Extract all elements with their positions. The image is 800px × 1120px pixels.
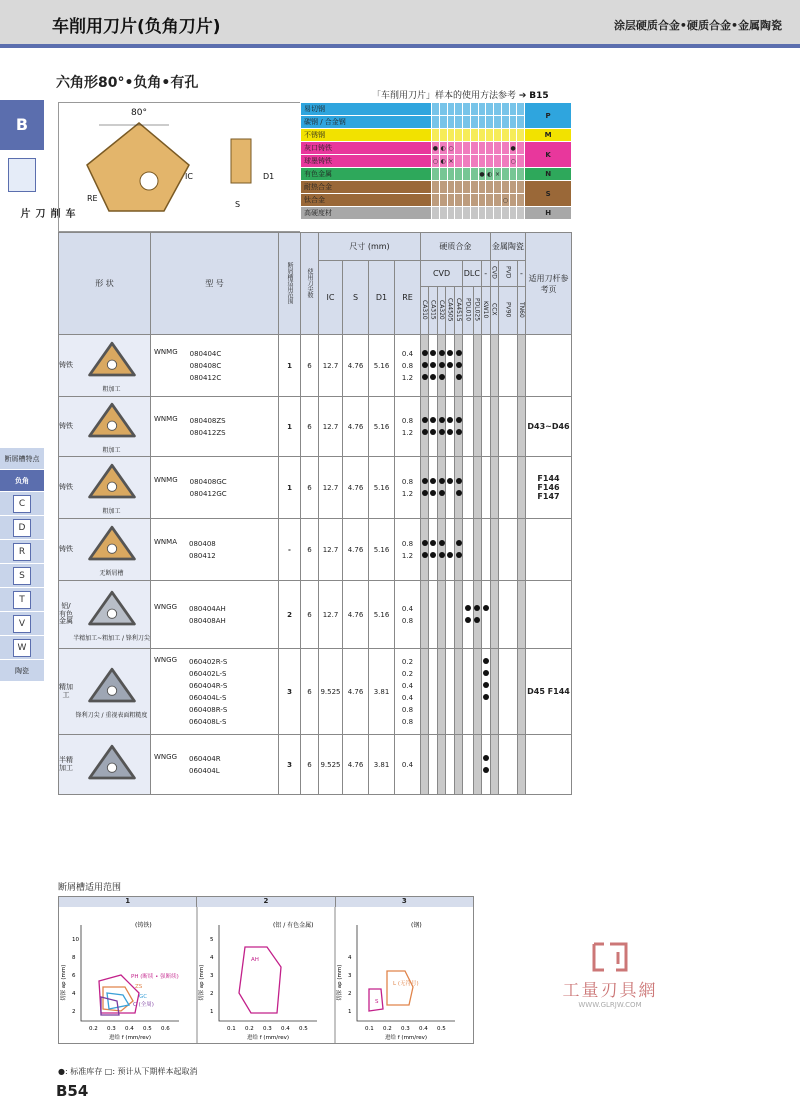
svg-text:1: 1 xyxy=(348,1009,352,1015)
material-row: 耐热合金 S xyxy=(301,181,572,194)
col-breaker-range: 断屑槽适用范围 xyxy=(279,233,301,335)
col-holder: 适用刀杆参考页 xyxy=(526,233,572,335)
nav-v[interactable]: V xyxy=(0,612,44,636)
svg-text:切深 ap (mm): 切深 ap (mm) xyxy=(61,964,67,1001)
table-row: 半精加工 WNGG 060404R 060404L 3 6 9.525 4.76 3.81 0.4 xyxy=(59,735,572,795)
table-row: 铝/有色金属 半精加工~粗加工 / 锋利刀尖 WNGG 080404AH 080408AH 2 6 12.7 4.76 5.16 0.4 0.8 xyxy=(59,581,572,649)
svg-text:(钢): (钢) xyxy=(411,922,422,929)
material-group-S: S xyxy=(525,181,572,207)
table-row: 铸铁 粗加工 WNMG 080404C 080408C 080412C 1 6 12.7 4.76 5.16 0.4 0.8 1.2 xyxy=(59,335,572,397)
section-tab-b[interactable]: B xyxy=(0,100,44,150)
breaker-nav xyxy=(0,448,44,682)
insert-category-icon xyxy=(8,158,36,192)
material-row: 钛合金 ○ xyxy=(301,194,572,207)
page-number: B54 xyxy=(56,1082,89,1100)
svg-text:0.3: 0.3 xyxy=(263,1026,272,1032)
grade-KW10: KW10 xyxy=(481,287,490,335)
holder-cell: F144 F146 F147 xyxy=(526,457,572,519)
svg-text:4: 4 xyxy=(72,991,76,997)
shape-cell: 半精加工 xyxy=(59,735,151,795)
nav-ceramic[interactable]: 陶瓷 xyxy=(0,660,44,682)
table-row: 铸铁 粗加工 WNMG 080408ZS 080412ZS 1 6 12.7 4.76 5.16 0.8 1.2 D43~D46 xyxy=(59,397,572,457)
nav-negative[interactable]: 负角 xyxy=(0,470,44,492)
svg-text:进给 f (mm/rev): 进给 f (mm/rev) xyxy=(247,1035,290,1041)
model-cell: WNGG 060402R-S 060402L-S 060404R-S 060404L-S 060408R-S 060408L-S xyxy=(151,649,279,735)
svg-text:3: 3 xyxy=(210,973,214,979)
svg-text:切深 ap (mm): 切深 ap (mm) xyxy=(199,964,205,1001)
nav-c[interactable]: C xyxy=(0,492,44,516)
header-bar xyxy=(0,0,800,48)
model-cell: WNMG 080408ZS 080412ZS xyxy=(151,397,279,457)
model-cell: WNMG 080408GC 080412GC xyxy=(151,457,279,519)
insert-diagram xyxy=(58,102,300,232)
svg-text:2: 2 xyxy=(348,991,352,997)
svg-text:GC: GC xyxy=(139,994,148,1000)
svg-text:(铸铁): (铸铁) xyxy=(135,922,152,929)
svg-text:C (全周): C (全周) xyxy=(133,1002,154,1008)
svg-text:AH: AH xyxy=(251,957,259,963)
svg-text:5: 5 xyxy=(210,937,214,943)
material-row: 碳钢 / 合金钢 xyxy=(301,116,572,129)
grade-CCX: CCX xyxy=(490,287,498,335)
holder-cell xyxy=(526,581,572,649)
nav-s[interactable]: S xyxy=(0,564,44,588)
grade-CA320: CA320 xyxy=(438,287,446,335)
shape-cell: 铸铁 粗加工 xyxy=(59,335,151,397)
range-region xyxy=(101,997,119,1015)
col-carbide: 硬质合金 xyxy=(421,233,491,261)
page-subtitle: 涂层硬质合金•硬质合金•金属陶瓷 xyxy=(613,19,782,32)
svg-text:S: S xyxy=(375,999,379,1005)
holder-cell xyxy=(526,519,572,581)
holder-cell: D43~D46 xyxy=(526,397,572,457)
range-panel-3 xyxy=(335,921,455,1041)
holder-cell xyxy=(526,735,572,795)
col-model: 型 号 xyxy=(151,233,279,335)
grade-CA315: CA315 xyxy=(429,287,438,335)
range-region xyxy=(239,947,281,1013)
legend: ●: 标准库存 □: 预计从下期样本起取消 xyxy=(58,1067,198,1076)
svg-text:ZS: ZS xyxy=(135,984,143,990)
svg-text:2: 2 xyxy=(210,991,214,997)
breaker-range-panels: 1 2 3 (铸铁) 0.2 0.3 0.4 0.5 0.6 2 4 6 8 10 进给 f (mm/rev) 切深 ap (mm) PH (断续 • 强断续) ZS GC C (全周) (铝 / 有色金属) 0.1 0.2 0.3 0.4 0.5 1 2 3 4 5 进给 f (mm/rev) 切深 ap (mm) AH (钢) 0.1 0.2 0.3 0.4 0.5 1 2 3 4 进给 f (mm/rev) 切深 ap (mm) S L (无符号) xyxy=(58,896,474,1044)
model-cell: WNMA 080408 080412 xyxy=(151,519,279,581)
nav-r[interactable]: R xyxy=(0,540,44,564)
svg-text:2: 2 xyxy=(72,1009,76,1015)
svg-text:IC: IC xyxy=(185,172,193,181)
material-row: 不锈钢 M xyxy=(301,129,572,142)
svg-text:0.4: 0.4 xyxy=(125,1026,134,1032)
material-row: 有色金属 ● ◐ × N xyxy=(301,168,572,181)
svg-text:(铝 / 有色金属): (铝 / 有色金属) xyxy=(273,922,314,929)
watermark-url: WWW.GLRJW.COM xyxy=(578,1001,642,1009)
grade-CA4505: CA4505 xyxy=(446,287,455,335)
svg-text:4: 4 xyxy=(348,955,352,961)
nav-t[interactable]: T xyxy=(0,588,44,612)
svg-text:0.6: 0.6 xyxy=(161,1026,170,1032)
grade-TN60: TN60 xyxy=(518,287,526,335)
material-group-N: N xyxy=(525,168,572,181)
material-group-M: M xyxy=(525,129,572,142)
svg-text:0.4: 0.4 xyxy=(281,1026,290,1032)
shape-cell: 铸铁 粗加工 xyxy=(59,457,151,519)
model-cell: WNGG 060404R 060404L xyxy=(151,735,279,795)
svg-text:PH (断续 • 强断续): PH (断续 • 强断续) xyxy=(131,974,179,980)
svg-text:L (无符号): L (无符号) xyxy=(393,981,419,987)
watermark-logo xyxy=(540,942,680,1018)
page-title: 车削用刀片(负角刀片) xyxy=(52,17,221,37)
grade-CA4515: CA4515 xyxy=(455,287,463,335)
svg-text:进给 f (mm/rev): 进给 f (mm/rev) xyxy=(109,1035,152,1041)
svg-text:0.1: 0.1 xyxy=(365,1026,374,1032)
holder-cell: D45 F144 xyxy=(526,649,572,735)
grade-PDL010: PDL010 xyxy=(463,287,473,335)
model-cell: WNGG 080404AH 080408AH xyxy=(151,581,279,649)
svg-text:4: 4 xyxy=(210,955,214,961)
svg-text:D1: D1 xyxy=(263,172,275,181)
nav-d[interactable]: D xyxy=(0,516,44,540)
table-row: 铸铁 粗加工 WNMG 080408GC 080412GC 1 6 12.7 4.76 5.16 0.8 1.2 F144 F146 F147 xyxy=(59,457,572,519)
svg-text:1: 1 xyxy=(210,1009,214,1015)
product-table: 形 状 型 号 断屑槽适用范围 使用刀尖数 尺寸 (mm) 硬质合金 金属陶瓷 适用刀杆参考页 IC S D1 RE CVD DLC - CVD PVD - CA310 CA315 CA320 CA4505 CA4515 PDL010 PDL025 KW10 CCX PV90 TN60 铸铁 粗加工 WNMG 080404C 080408C 080412C 1 6 12.7 4.76 5.16 0.4 0.8 1.2 铸铁 粗加工 WNMG 080408ZS 080412ZS 1 6 12.7 4.76 5.16 0.8 1.2 D43~D46 铸铁 粗加工 WNMG 080408GC 080412GC 1 6 12.7 4.76 5.16 0.8 1.2 F144 F146 F147 铸铁 无断屑槽 WNMA 080408 080412 - 6 12.7 4.76 5.16 0.8 1.2 铝/有色金属 半精加工~粗加工 / 锋利刀尖 WNGG 080404AH 080408AH 2 6 12.7 4.76 5.16 0.4 0.8 精加工 锋利刀尖 / 重视表面粗糙度 WNGG 060402R-S 060402L-S 060404R-S 060404L-S 060408R-S 060408L-S 3 6 9.525 4.76 3.81 0.2 0.2 0.4 0.4 0.8 0.8 D45 F144 半精加工 WNGG 060404R 060404L 3 6 9.525 4.76 3.81 0.4 xyxy=(58,232,572,795)
holder-cell xyxy=(526,335,572,397)
shape-cell: 铝/有色金属 半精加工~粗加工 / 锋利刀尖 xyxy=(59,581,151,649)
shape-cell: 铸铁 无断屑槽 xyxy=(59,519,151,581)
section-title: 六角形80°•负角•有孔 xyxy=(56,75,199,91)
angle-label: 80° xyxy=(131,108,147,118)
range-panel-1 xyxy=(59,921,179,1041)
shape-cell: 精加工 锋利刀尖 / 重视表面粗糙度 xyxy=(59,649,151,735)
range-panel-2 xyxy=(197,921,317,1041)
material-row: 灰口铸铁 ● ◐ ○ ● K xyxy=(301,142,572,155)
table-row: 铸铁 无断屑槽 WNMA 080408 080412 - 6 12.7 4.76 5.16 0.8 1.2 xyxy=(59,519,572,581)
svg-text:切深 ap (mm): 切深 ap (mm) xyxy=(337,964,343,1001)
material-row: 易切钢 P xyxy=(301,103,572,116)
material-group-H: H xyxy=(525,207,572,220)
svg-text:8: 8 xyxy=(72,955,76,961)
material-row: 球墨铸铁 ○ ◐ × ○ xyxy=(301,155,572,168)
reference-note: 「车削用刀片」样本的使用方法参考 ➔ B15 xyxy=(372,91,549,101)
svg-text:0.5: 0.5 xyxy=(437,1026,446,1032)
svg-text:3: 3 xyxy=(348,973,352,979)
svg-text:0.3: 0.3 xyxy=(401,1026,410,1032)
col-dims: 尺寸 (mm) xyxy=(319,233,421,261)
grade-PV90: PV90 xyxy=(498,287,517,335)
svg-text:10: 10 xyxy=(72,937,79,943)
breaker-range-title: 断屑槽适用范围 xyxy=(58,883,122,893)
material-grid xyxy=(300,102,572,220)
svg-text:RE: RE xyxy=(87,194,98,203)
svg-text:进给 f (mm/rev): 进给 f (mm/rev) xyxy=(385,1035,428,1041)
model-cell: WNMG 080404C 080408C 080412C xyxy=(151,335,279,397)
grade-CA310: CA310 xyxy=(421,287,429,335)
range-region xyxy=(387,971,413,1005)
side-vertical-label: 车削刀片 xyxy=(18,208,74,218)
svg-text:0.2: 0.2 xyxy=(89,1026,98,1032)
svg-text:0.2: 0.2 xyxy=(245,1026,254,1032)
svg-text:6: 6 xyxy=(72,973,76,979)
svg-text:0.5: 0.5 xyxy=(143,1026,152,1032)
svg-text:0.3: 0.3 xyxy=(107,1026,116,1032)
col-edges: 使用刀尖数 xyxy=(301,233,319,335)
col-shape: 形 状 xyxy=(59,233,151,335)
table-row: 精加工 锋利刀尖 / 重视表面粗糙度 WNGG 060402R-S 060402L-S 060404R-S 060404L-S 060408R-S 060408L-S 3 6 9.525 4.76 3.81 0.2 0.2 0.4 0.4 0.8 0.8 D45 F144 xyxy=(59,649,572,735)
svg-text:0.2: 0.2 xyxy=(383,1026,392,1032)
svg-text:0.4: 0.4 xyxy=(419,1026,428,1032)
svg-text:S: S xyxy=(235,200,241,209)
col-cermet: 金属陶瓷 xyxy=(490,233,525,261)
shape-cell: 铸铁 粗加工 xyxy=(59,397,151,457)
nav-breaker-features[interactable]: 断屑槽特点 xyxy=(0,448,44,470)
svg-text:0.5: 0.5 xyxy=(299,1026,308,1032)
svg-text:0.1: 0.1 xyxy=(227,1026,236,1032)
nav-w[interactable]: W xyxy=(0,636,44,660)
watermark-brand: 工量刃具網 xyxy=(562,981,658,1001)
material-group-P: P xyxy=(525,103,572,129)
material-row: 高硬度材 H xyxy=(301,207,572,220)
material-group-K: K xyxy=(525,142,572,168)
grade-PDL025: PDL025 xyxy=(473,287,481,335)
